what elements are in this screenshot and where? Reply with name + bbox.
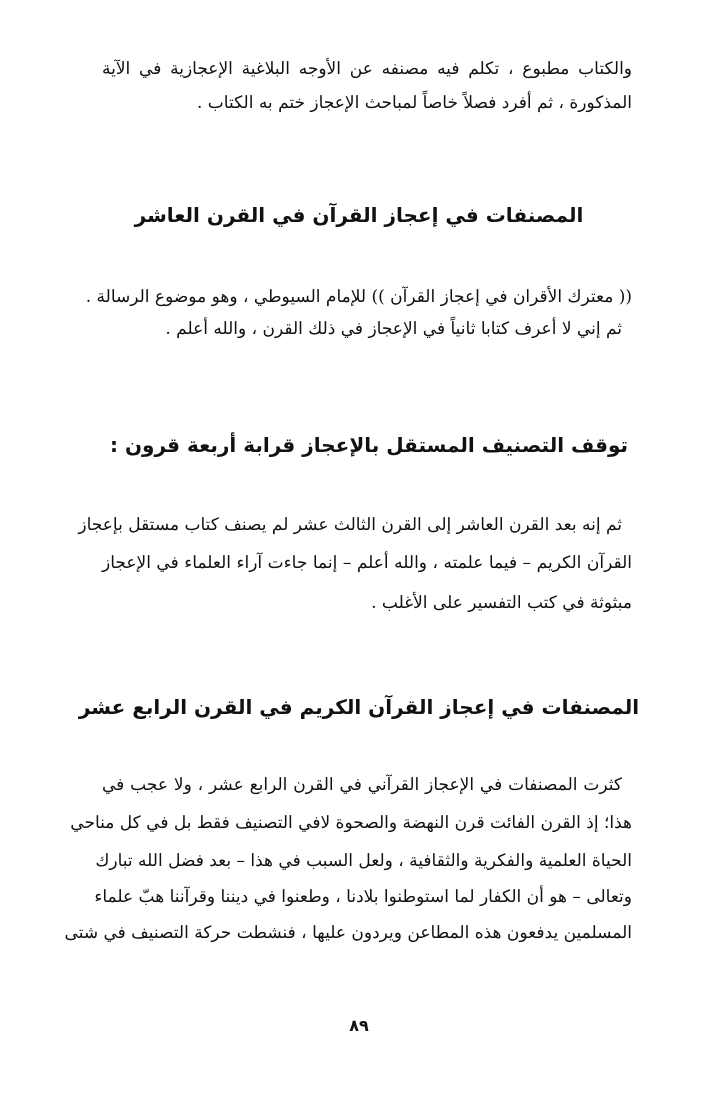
heading-pause-four-centuries: توقف التصنيف المستقل بالإعجاز قرابة أربعة قرون :	[110, 433, 628, 457]
pause-line-2: القرآن الكريم – فيما علمته ، والله أعلم – إنما جاءت آراء العلماء في الإعجاز	[102, 553, 632, 573]
14th-century-line-1: كثرت المصنفات في الإعجاز القرآني في القرن الرابع عشر ، ولا عجب في	[102, 775, 622, 795]
page-number: ٨٩	[349, 1016, 369, 1035]
14th-century-line-2: هذا؛ إذ القرن الفائت قرن النهضة والصحوة لافي التصنيف فقط بل في كل مناحي	[70, 813, 632, 833]
14th-century-line-3: الحياة العلمية والفكرية والثقافية ، ولعل السبب في هذا – بعد فضل الله تبارك	[95, 851, 632, 871]
pause-line-3: مبثوثة في كتب التفسير على الأغلب .	[371, 593, 632, 613]
pause-line-1: ثم إنه بعد القرن العاشر إلى القرن الثالث عشر لم يصنف كتاب مستقل بإعجاز	[78, 515, 622, 535]
intro-line-2: المذكورة ، ثم أفرد فصلاً خاصاً لمباحث الإعجاز ختم به الكتاب .	[197, 93, 632, 113]
10th-century-line-2: ثم إني لا أعرف كتابا ثانياً في الإعجاز في ذلك القرن ، والله أعلم .	[165, 319, 622, 339]
10th-century-line-1: (( معترك الأقران في إعجاز القرآن )) للإمام السيوطي ، وهو موضوع الرسالة .	[85, 287, 632, 307]
14th-century-line-4: وتعالى – هو أن الكفار لما استوطنوا بلادنا ، وطعنوا في ديننا وقرآننا هبّ علماء	[94, 887, 632, 907]
heading-14th-century: المصنفات في إعجاز القرآن الكريم في القرن الرابع عشر	[78, 695, 640, 719]
intro-line-1: والكتاب مطبوع ، تكلم فيه مصنفه عن الأوجه البلاغية الإعجازية في الآية	[102, 59, 632, 79]
14th-century-line-5: المسلمين يدفعون هذه المطاعن ويردون عليها ، فنشطت حركة التصنيف في شتى	[64, 923, 632, 943]
heading-10th-century: المصنفات في إعجاز القرآن في القرن العاشر	[134, 203, 584, 227]
